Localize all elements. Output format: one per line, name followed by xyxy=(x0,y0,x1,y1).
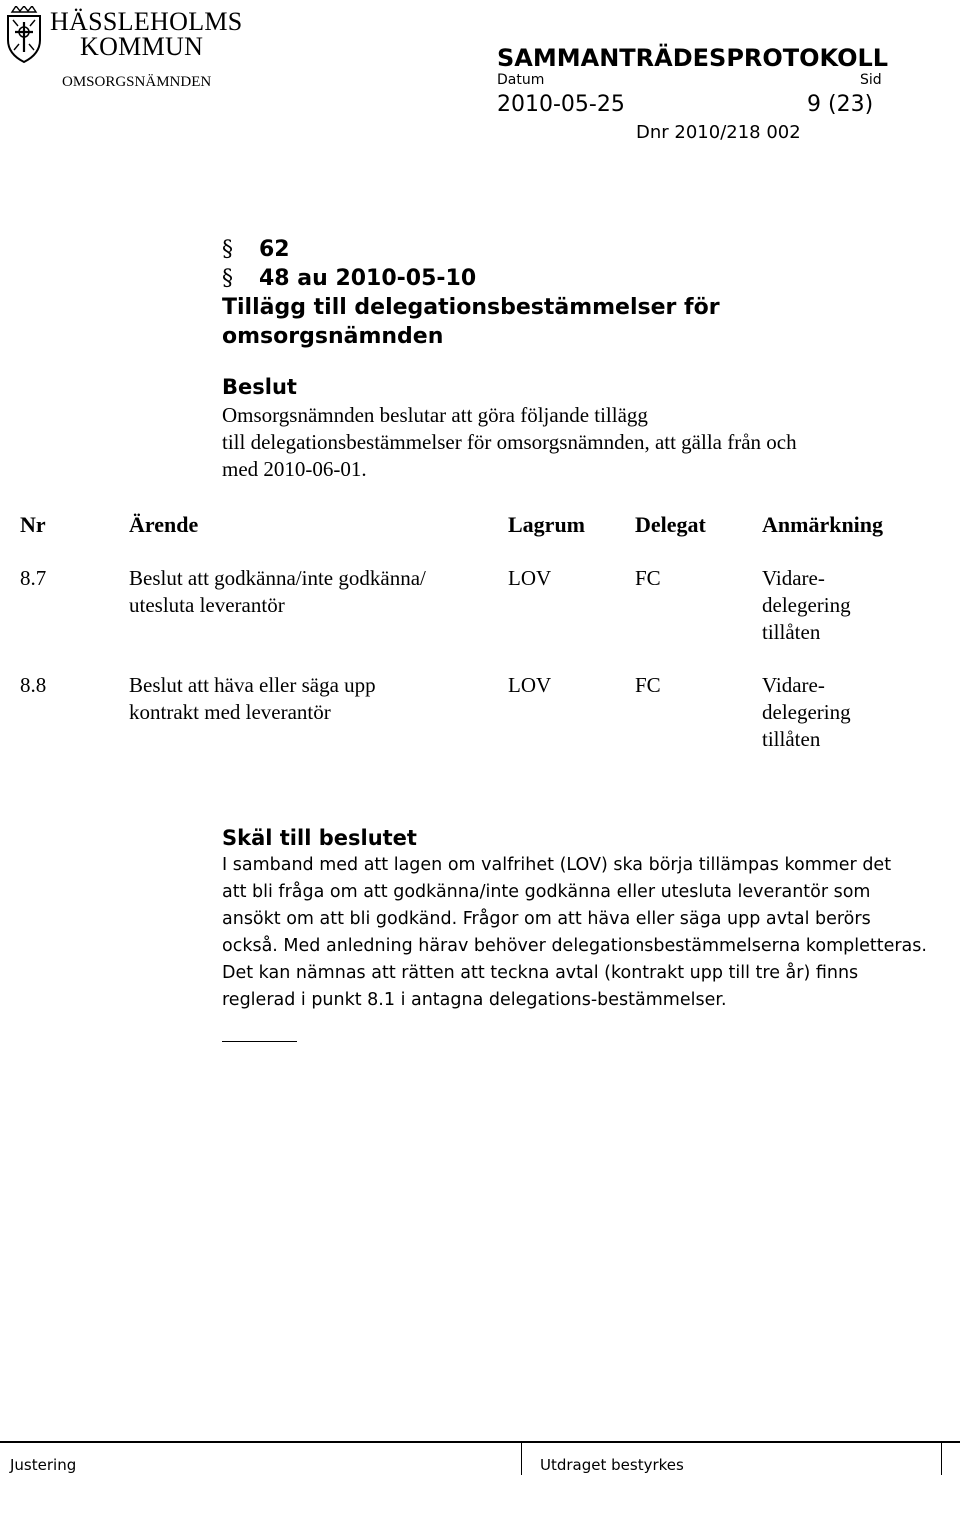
row-anmarkning-line: Vidare- xyxy=(762,673,825,697)
column-header-arende: Ärende xyxy=(129,512,199,537)
end-of-section-rule xyxy=(222,1041,297,1042)
utdraget-bestyrkes-label: Utdraget bestyrkes xyxy=(540,1456,684,1474)
row-nr: 8.8 xyxy=(20,673,47,697)
beslut-heading: Beslut xyxy=(222,375,297,399)
diary-number: Dnr 2010/218 002 xyxy=(636,122,801,143)
skal-text-line: också. Med anledning härav behöver delegationsbestämmelserna kompletteras. xyxy=(222,936,927,956)
row-lagrum: LOV xyxy=(508,566,552,590)
skal-text-line: ansökt om att bli godkänd. Frågor om att häva eller säga upp avtal berörs xyxy=(222,909,871,929)
paragraph-title-line1: Tillägg till delegationsbestämmelser för xyxy=(222,295,720,320)
beslut-text-line: till delegationsbestämmelser för omsorgsnämnden, att gälla från och xyxy=(222,430,797,454)
justering-label: Justering xyxy=(10,1456,77,1474)
footer-rule xyxy=(0,1441,960,1443)
beslut-text-line: Omsorgsnämnden beslutar att göra följande tillägg xyxy=(222,403,648,427)
row-arende-line: Beslut att häva eller säga upp xyxy=(129,673,376,697)
date-label: Datum xyxy=(497,72,545,88)
org-name-line2: KOMMUN xyxy=(80,32,204,61)
meeting-date: 2010-05-25 xyxy=(497,92,625,117)
au-reference: § 48 au 2010-05-10 xyxy=(222,266,477,291)
paragraph-number: § 62 xyxy=(222,237,290,262)
footer-divider xyxy=(941,1441,942,1475)
org-name-line1: HÄSSLEHOLMS xyxy=(50,7,243,36)
row-delegat: FC xyxy=(635,673,661,697)
row-anmarkning-line: tillåten xyxy=(762,620,821,644)
document-title: SAMMANTRÄDESPROTOKOLL xyxy=(497,44,889,72)
footer-divider xyxy=(521,1441,522,1475)
department-name: OMSORGSNÄMNDEN xyxy=(62,74,212,90)
column-header-nr: Nr xyxy=(20,512,46,537)
row-anmarkning-line: Vidare- xyxy=(762,566,825,590)
row-arende-line: kontrakt med leverantör xyxy=(129,700,331,724)
section-symbol: § xyxy=(222,266,233,291)
beslut-text-line: med 2010-06-01. xyxy=(222,457,367,481)
row-arende-line: Beslut att godkänna/inte godkänna/ xyxy=(129,566,426,590)
page-number: 9 (23) xyxy=(807,92,874,117)
row-anmarkning-line: delegering xyxy=(762,593,851,617)
row-anmarkning-line: tillåten xyxy=(762,727,821,751)
skal-heading: Skäl till beslutet xyxy=(222,826,417,850)
skal-text-line: reglerad i punkt 8.1 i antagna delegations-bestämmelser. xyxy=(222,990,727,1010)
skal-text-line: Det kan nämnas att rätten att teckna avtal (kontrakt upp till tre år) finns xyxy=(222,963,859,983)
section-symbol: § xyxy=(222,237,233,262)
page-label: Sid xyxy=(860,72,882,88)
row-anmarkning-line: delegering xyxy=(762,700,851,724)
column-header-anmarkning: Anmärkning xyxy=(762,512,884,537)
row-lagrum: LOV xyxy=(508,673,552,697)
skal-text-line: I samband med att lagen om valfrihet (LOV) ska börja tillämpas kommer det xyxy=(222,855,892,875)
paragraph-title-line2: omsorgsnämnden xyxy=(222,324,444,349)
column-header-delegat: Delegat xyxy=(635,512,706,537)
row-delegat: FC xyxy=(635,566,661,590)
row-nr: 8.7 xyxy=(20,566,47,590)
row-arende-line: utesluta leverantör xyxy=(129,593,285,617)
column-header-lagrum: Lagrum xyxy=(508,512,585,537)
municipality-coat-of-arms-icon xyxy=(4,6,44,66)
skal-text-line: att bli fråga om att godkänna/inte godkänna eller utesluta leverantör som xyxy=(222,882,871,902)
